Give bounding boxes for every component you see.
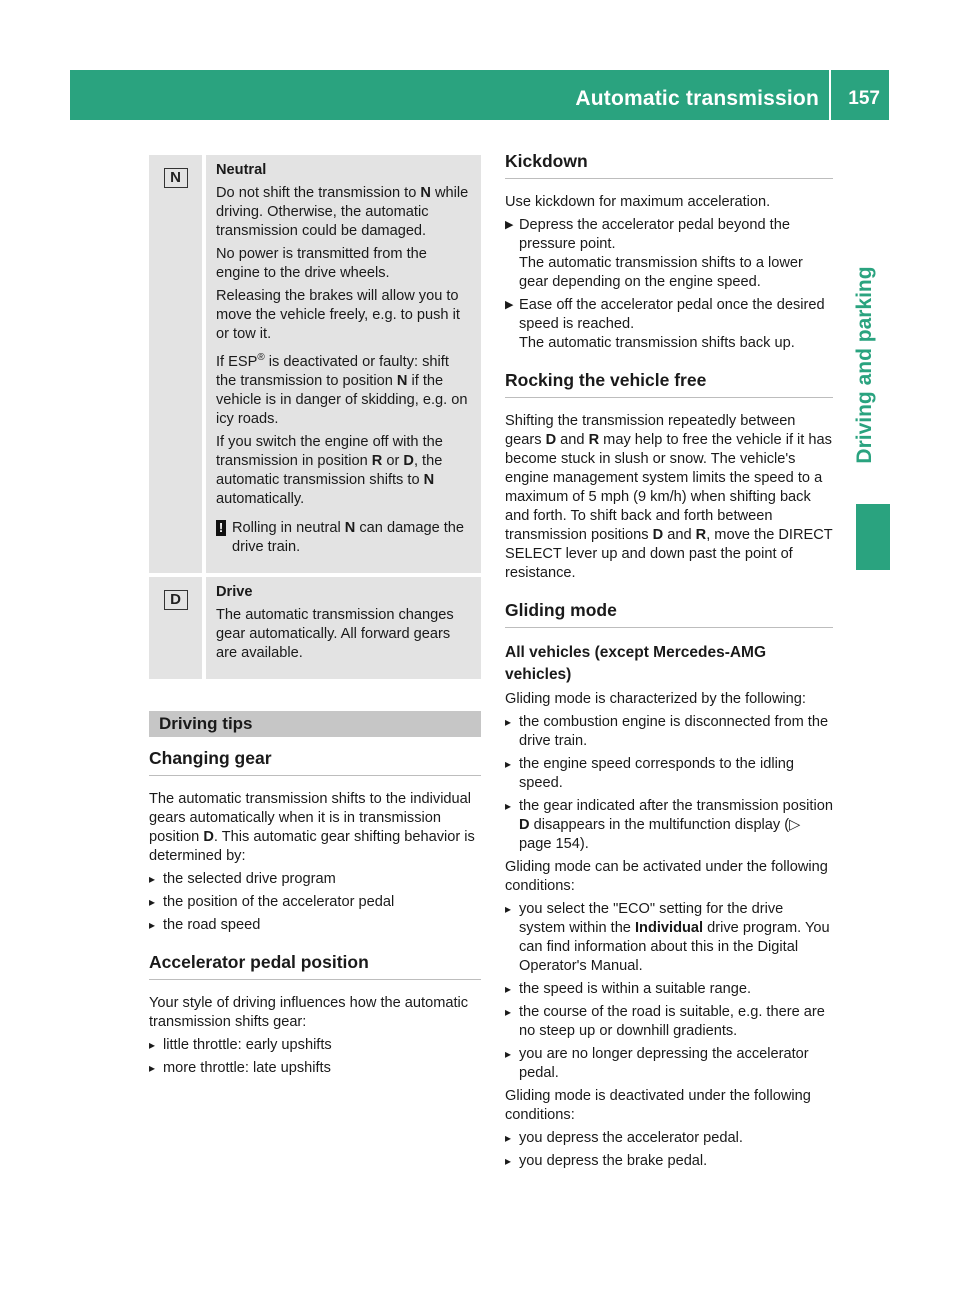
list-item: ▸ you select the "ECO" setting for the drive system within the Individual drive program. You can find information about this in the Digital Operator's Manual. (505, 900, 833, 976)
action-list (505, 216, 833, 353)
paragraph: Do not shift the transmission to N while driving. Otherwise, the automatic transmission could be damaged. (216, 185, 469, 239)
section-heading: Gliding mode (505, 599, 833, 628)
list-item: ▸ you are no longer depressing the accelerator pedal. (505, 1045, 833, 1083)
warning-note: ! Rolling in neutral N can damage the drive train. (216, 519, 473, 557)
page-ref-icon: ▷ (789, 817, 801, 833)
gear-d-symbol: D (164, 590, 188, 610)
paragraph: Gliding mode can be activated under the following conditions: (505, 859, 828, 894)
right-column (505, 150, 833, 1175)
list-item: ▸ the speed is within a suitable range. (505, 980, 833, 999)
paragraph: The automatic transmission shifts to the individual gears automatically when it is in transmission position D. This automatic gear shifting behavior is determined by: (149, 790, 475, 864)
gear-n-symbol: N (164, 168, 188, 188)
header-divider (829, 70, 831, 120)
list-item: ▸ the road speed (149, 916, 481, 935)
gear-title: Drive (216, 583, 253, 600)
bullet-list (149, 870, 481, 935)
bullet-list (505, 900, 833, 1083)
list-item: ▸ you depress the brake pedal. (505, 1152, 833, 1171)
bullet-list (149, 1036, 481, 1078)
section-heading: Kickdown (505, 150, 833, 179)
section-heading: Accelerator pedal position (149, 951, 481, 980)
table-row (149, 155, 481, 573)
section-heading: Changing gear (149, 747, 481, 776)
chapter-title: Automatic transmission (575, 87, 819, 110)
table-row (149, 577, 481, 679)
paragraph: If ESP® is deactivated or faulty: shift the transmission to position N if the vehicle is in danger of skidding, e.g. on icy roads. (216, 352, 468, 427)
list-item: ▸ more throttle: late upshifts (149, 1059, 481, 1078)
left-column (149, 155, 481, 1082)
paragraph: Your style of driving influences how the automatic transmission shifts gear: (149, 994, 469, 1030)
list-item: ▸ you depress the accelerator pedal. (505, 1129, 833, 1148)
warning-icon: ! (216, 520, 226, 536)
list-item: ▸ the engine speed corresponds to the idling speed. (505, 755, 833, 793)
section-tab-label: Driving and parking (853, 266, 876, 464)
list-item: ▸ the selected drive program (149, 870, 481, 889)
list-item: ▶ Depress the accelerator pedal beyond the pressure point. The automatic transmission shifts to a lower gear depending on the engine speed. (505, 216, 833, 292)
paragraph: Gliding mode is characterized by the following: (505, 691, 806, 707)
paragraph: No power is transmitted from the engine to the drive wheels. (216, 246, 427, 281)
list-item: ▶ Ease off the accelerator pedal once the desired speed is reached. The automatic transmission shifts back up. (505, 296, 833, 353)
side-tab-marker (856, 504, 890, 570)
side-tab (845, 245, 885, 485)
list-item: ▸ the position of the accelerator pedal (149, 893, 481, 912)
page-header (70, 70, 889, 120)
sub-heading: All vehicles (except Mercedes-AMG vehicles) (505, 644, 767, 683)
paragraph: If you switch the engine off with the transmission in position R or D, the automatic transmission shifts to N automatically. (216, 433, 443, 507)
list-item: ▸ the combustion engine is disconnected from the drive train. (505, 713, 833, 751)
section-heading: Rocking the vehicle free (505, 369, 833, 398)
paragraph: The automatic transmission changes gear automatically. All forward gears are available. (216, 606, 454, 661)
paragraph: Shifting the transmission repeatedly between gears D and R may help to free the vehicle if it has become stuck in slush or snow. The vehicle's engine management system limits the speed to a maximum of 5 mph (9 km/h) when shifting back and forth. To shift back and forth between transmission positions D and R, move the DIRECT SELECT lever up and down past the point of resistance. (505, 413, 833, 581)
paragraph: Use kickdown for maximum acceleration. (505, 194, 771, 210)
list-item: ▸ the course of the road is suitable, e.g. there are no steep up or downhill gradients. (505, 1003, 833, 1041)
list-item: ▸ the gear indicated after the transmission position D disappears in the multifunction display (▷ page 154). (505, 797, 833, 854)
page-number: 157 (848, 88, 880, 109)
paragraph: Releasing the brakes will allow you to move the vehicle freely, e.g. to push it or tow it. (216, 288, 460, 342)
paragraph: Gliding mode is deactivated under the following conditions: (505, 1088, 811, 1123)
driving-tips-banner: Driving tips (149, 711, 481, 737)
gear-title: Neutral (216, 162, 267, 178)
gear-positions-table (149, 155, 481, 679)
bullet-list (505, 713, 833, 854)
bullet-list (505, 1129, 833, 1171)
list-item: ▸ little throttle: early upshifts (149, 1036, 481, 1055)
